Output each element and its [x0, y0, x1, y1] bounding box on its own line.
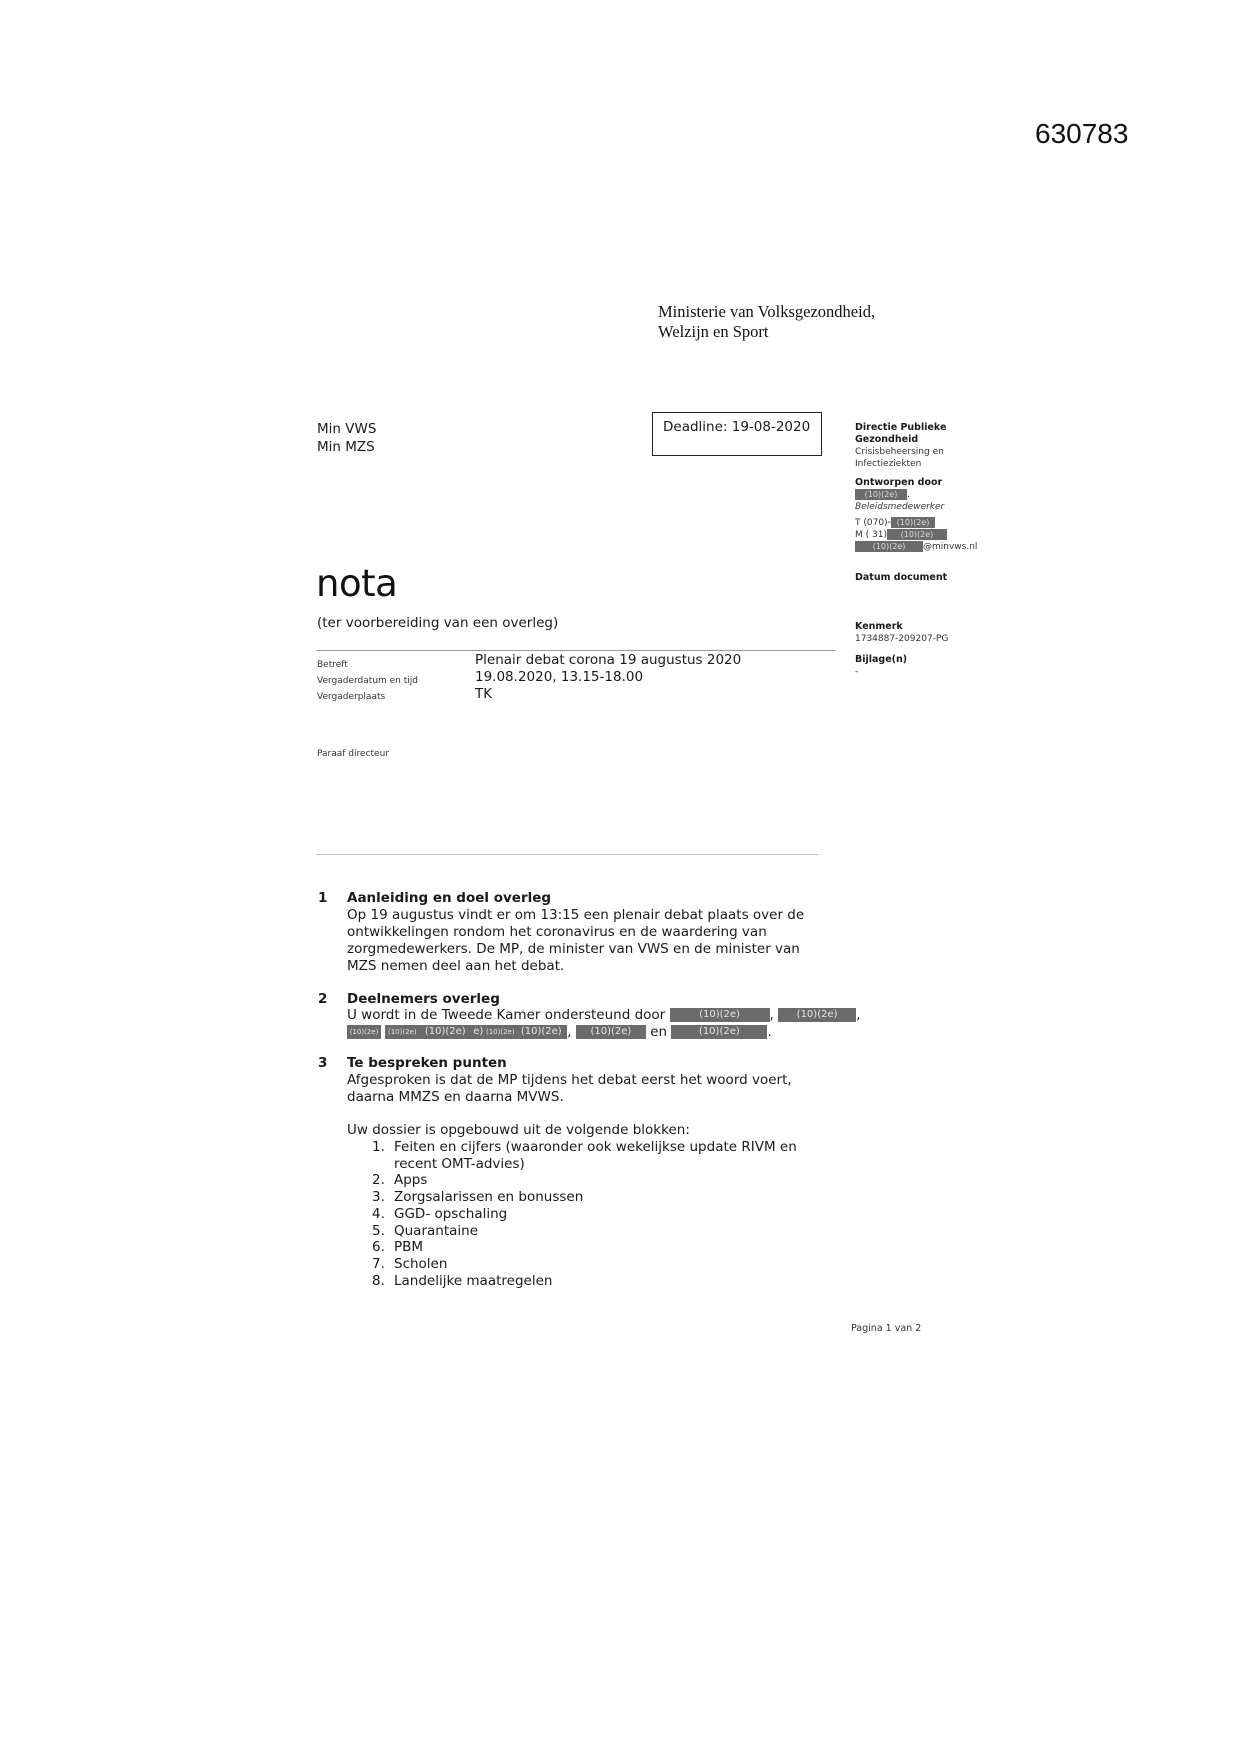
section-title: Te bespreken punten	[347, 1055, 507, 1071]
redaction-block: e)	[473, 1026, 484, 1037]
kenmerk-value: 1734887-209207-PG	[855, 634, 949, 644]
meta-label-plaats: Vergaderplaats	[317, 692, 386, 702]
phone-m-label: M ( 31)	[855, 530, 887, 540]
directie-sub-1: Crisisbeheersing en	[855, 447, 944, 457]
redaction-block: (10)(2e)	[347, 1025, 381, 1039]
comma: ,	[567, 1024, 572, 1040]
list-item: 5. Quarantaine	[372, 1222, 479, 1239]
redaction-block: (10)(2e)	[671, 1025, 767, 1039]
list-item: 4. GGD- opschaling	[372, 1205, 508, 1222]
redaction-block: (10)(2e)	[515, 1025, 567, 1039]
meta-value-datum: 19.08.2020, 13.15-18.00	[475, 669, 644, 685]
redaction-block: (10)(2e)	[419, 1025, 471, 1039]
ministry-line-2: Welzijn en Sport	[658, 322, 769, 341]
participants-line-2	[347, 1024, 772, 1041]
kenmerk-label: Kenmerk	[855, 621, 903, 632]
list-item: 8. Landelijke maatregelen	[372, 1272, 553, 1289]
ministry-name	[658, 302, 875, 342]
ministry-line-1: Ministerie van Volksgezondheid,	[658, 302, 876, 321]
redaction-block: (10)(2e)	[855, 541, 923, 552]
ontworpen-label: Ontworpen door	[855, 477, 943, 488]
redaction-block: (10)(2e)	[855, 489, 907, 500]
bijlage-label: Bijlage(n)	[855, 654, 908, 665]
section-text: Op 19 augustus vindt er om 13:15 een plenair debat plaats over de ontwikkelingen rondom het coronavirus en de waardering van zorgmedewerkers. De MP, de minister van VWS en de minister van MZS nemen deel aan het debat.	[347, 907, 805, 974]
redaction-block: (10)(2e)	[385, 1025, 419, 1039]
document-subtitle: (ter voorbereiding van een overleg)	[317, 615, 559, 631]
redaction-block: (10)(2e)	[778, 1008, 856, 1022]
meta-value-betreft: Plenair debat corona 19 augustus 2020	[475, 652, 742, 668]
document-title: nota	[316, 562, 398, 605]
list-item: 6. PBM	[372, 1239, 424, 1256]
comma: ,	[856, 1007, 861, 1023]
section-title: Deelnemers overleg	[347, 991, 500, 1007]
section-number: 2	[318, 991, 328, 1007]
divider	[316, 650, 836, 651]
sidebar-info: Directie Publieke Gezondheid Crisisbeheersing en Infectieziekten Ontworpen door (10)(2e) . Beleidsmedewerker T (070)- (10)(2e) M ( 31) (10)(2e) (10)(2e) @minvws.nl Datum document Kenmerk 1734887-209207-PG Bijlage(n) -	[855, 422, 1015, 678]
deadline-box: Deadline: 19-08-2020	[652, 412, 822, 456]
dossier-intro: Uw dossier is opgebouwd uit de volgende blokken:	[347, 1122, 690, 1138]
period: .	[767, 1024, 772, 1040]
section-number: 1	[318, 890, 328, 906]
section-text: Afgesproken is dat de MP tijdens het debat eerst het woord voert, daarna MMZS en daarna MVWS.	[347, 1072, 792, 1105]
page-number: Pagina 1 van 2	[851, 1323, 922, 1334]
redaction-block: (10)(2e)	[576, 1025, 646, 1039]
email-suffix: @minvws.nl	[923, 542, 978, 552]
participants-line-1	[347, 1007, 860, 1024]
document-number: 630783	[1035, 118, 1129, 149]
blocks-list	[372, 1139, 827, 1289]
role-text: Beleidsmedewerker	[855, 502, 945, 512]
list-item: 1. Feiten en cijfers (waaronder ook wekelijkse update RIVM en recent OMT-advies)	[372, 1139, 797, 1172]
section-number: 3	[318, 1055, 328, 1071]
paraaf-label: Paraaf directeur	[317, 749, 389, 759]
directie-title-2: Gezondheid	[855, 434, 919, 445]
directie-sub-2: Infectieziekten	[855, 459, 922, 469]
participants-text: U wordt in de Tweede Kamer ondersteund door	[347, 1007, 666, 1023]
addressee-1: Min VWS	[317, 421, 377, 437]
section-title: Aanleiding en doel overleg	[347, 890, 552, 906]
datum-label: Datum document	[855, 572, 948, 583]
bijlage-value: -	[855, 667, 859, 677]
list-item: 3. Zorgsalarissen en bonussen	[372, 1189, 584, 1206]
list-item: 2. Apps	[372, 1172, 428, 1189]
redaction-block: (10)(2e)	[670, 1008, 770, 1022]
addressee-2: Min MZS	[317, 439, 375, 455]
addressees	[317, 420, 376, 456]
meta-value-plaats: TK	[475, 686, 493, 702]
phone-t-label: T (070)	[855, 518, 888, 528]
redaction-block: (10)(2e)	[887, 529, 947, 540]
divider	[316, 854, 818, 855]
word-en: en	[650, 1024, 668, 1040]
meta-label-betreft: Betreft	[317, 660, 348, 670]
comma: ,	[769, 1007, 774, 1023]
redaction-block: (10)(2e)	[891, 517, 935, 528]
list-item: 7. Scholen	[372, 1255, 448, 1272]
directie-title-1: Directie Publieke	[855, 422, 947, 433]
redaction-block: (10)(2e)	[485, 1025, 515, 1039]
meta-label-datum: Vergaderdatum en tijd	[317, 676, 418, 686]
